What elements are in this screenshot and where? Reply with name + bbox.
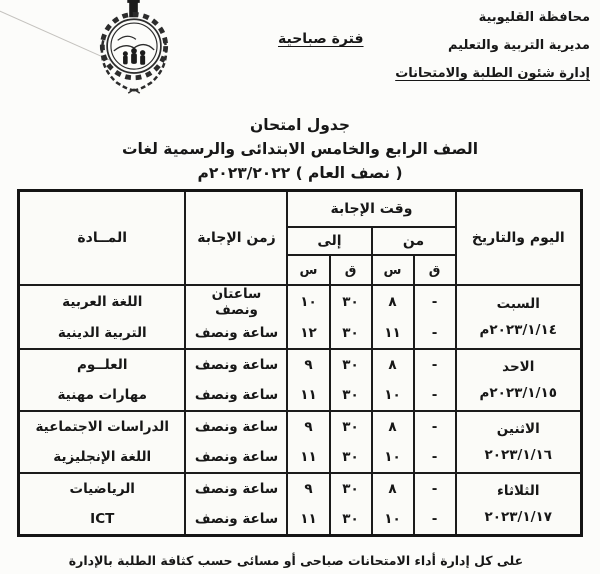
title-line-1: جدول امتحان (249, 116, 351, 134)
to-hours-cell: ١٠ (287, 285, 329, 318)
col-header-to-hours: س (287, 255, 329, 285)
document-title-block (0, 113, 600, 185)
from-minutes-cell: - (414, 380, 456, 411)
from-minutes-cell: - (414, 504, 456, 536)
col-header-from-minutes: ق (414, 255, 456, 285)
to-minutes-cell: ٣٠ (330, 504, 372, 536)
duration-cell: ساعة ونصف (185, 349, 287, 380)
col-header-to-minutes: ق (330, 255, 372, 285)
day-name: الثلاثاء (497, 483, 540, 499)
from-hours-cell: ٨ (372, 285, 414, 318)
col-header-duration: زمن الإجابة (185, 191, 287, 286)
government-header (360, 4, 590, 88)
subject-cell: اللغة الإنجليزية (19, 442, 186, 473)
to-minutes-cell: ٣٠ (330, 349, 372, 380)
subject-cell: الرياضيات (19, 473, 186, 504)
day-name: السبت (496, 296, 540, 312)
to-hours-cell: ١١ (287, 504, 329, 536)
title-line-2: الصف الرابع والخامس الابتدائى والرسمية لغات (121, 140, 479, 158)
subject-cell: اللغة العربية (19, 285, 186, 318)
to-minutes-cell: ٣٠ (330, 318, 372, 349)
table-row (19, 473, 582, 504)
directorate-line: مديرية التربية والتعليم (447, 38, 590, 53)
duration-cell: ساعتان ونصف (185, 285, 287, 318)
duration-cell: ساعة ونصف (185, 504, 287, 536)
day-date-cell (456, 473, 582, 536)
day-date-cell (456, 285, 582, 349)
to-hours-cell: ٩ (287, 473, 329, 504)
col-header-subject: المــادة (19, 191, 186, 286)
from-hours-cell: ٨ (372, 349, 414, 380)
to-hours-cell: ٩ (287, 349, 329, 380)
col-header-day-date: اليوم والتاريخ (456, 191, 582, 286)
from-minutes-cell: - (414, 411, 456, 442)
subject-cell: التربية الدينية (19, 318, 186, 349)
day-name: الاثنين (496, 421, 540, 437)
to-hours-cell: ١١ (287, 442, 329, 473)
to-minutes-cell: ٣٠ (330, 411, 372, 442)
day-date: ٢٠٢٣/١/١٥م (479, 385, 557, 401)
table-row (19, 285, 582, 318)
footer-note: على كل إدارة أداء الامتحانات صباحى أو مسائى حسب كثافة الطلبة بالإدارة (68, 553, 524, 568)
day-date: ٢٠٢٣/١/١٤م (479, 322, 557, 338)
exam-schedule-table (17, 189, 583, 537)
from-hours-cell: ١٠ (372, 442, 414, 473)
subject-cell: العلــوم (19, 349, 186, 380)
duration-cell: ساعة ونصف (185, 473, 287, 504)
col-header-time-group: وقت الإجابة (287, 191, 455, 228)
governorate-line: محافظة القليوبية (478, 10, 590, 25)
day-date: ٢٠٢٣/١/١٦ (484, 447, 553, 463)
day-date: ٢٠٢٣/١/١٧ (484, 509, 553, 525)
education-directorate-emblem-icon (86, 0, 182, 98)
to-minutes-cell: ٣٠ (330, 380, 372, 411)
day-date-cell (456, 349, 582, 411)
table-row (19, 411, 582, 442)
table-row (19, 349, 582, 380)
to-minutes-cell: ٣٠ (330, 473, 372, 504)
day-date-cell (456, 411, 582, 473)
duration-cell: ساعة ونصف (185, 442, 287, 473)
to-hours-cell: ١١ (287, 380, 329, 411)
from-minutes-cell: - (414, 349, 456, 380)
from-hours-cell: ٨ (372, 411, 414, 442)
from-hours-cell: ١٠ (372, 504, 414, 536)
subject-cell: ICT (19, 504, 186, 536)
day-name: الاحد (502, 359, 535, 375)
to-hours-cell: ٩ (287, 411, 329, 442)
from-hours-cell: ١١ (372, 318, 414, 349)
from-minutes-cell: - (414, 285, 456, 318)
col-header-to: إلى (287, 227, 371, 255)
subject-cell: مهارات مهنية (19, 380, 186, 411)
from-minutes-cell: - (414, 442, 456, 473)
duration-cell: ساعة ونصف (185, 318, 287, 349)
period-label: فترة صباحية (278, 31, 364, 47)
from-minutes-cell: - (414, 473, 456, 504)
col-header-from: من (372, 227, 456, 255)
col-header-from-hours: س (372, 255, 414, 285)
to-hours-cell: ١٢ (287, 318, 329, 349)
administration-line: إدارة شئون الطلبة والامتحانات (395, 66, 590, 81)
duration-cell: ساعة ونصف (185, 411, 287, 442)
from-hours-cell: ٨ (372, 473, 414, 504)
title-line-3: ( نصف العام ) ٢٠٢٣/٢٠٢٢م (197, 164, 403, 182)
to-minutes-cell: ٣٠ (330, 285, 372, 318)
duration-cell: ساعة ونصف (185, 380, 287, 411)
from-hours-cell: ١٠ (372, 380, 414, 411)
subject-cell: الدراسات الاجتماعية (19, 411, 186, 442)
from-minutes-cell: - (414, 318, 456, 349)
to-minutes-cell: ٣٠ (330, 442, 372, 473)
